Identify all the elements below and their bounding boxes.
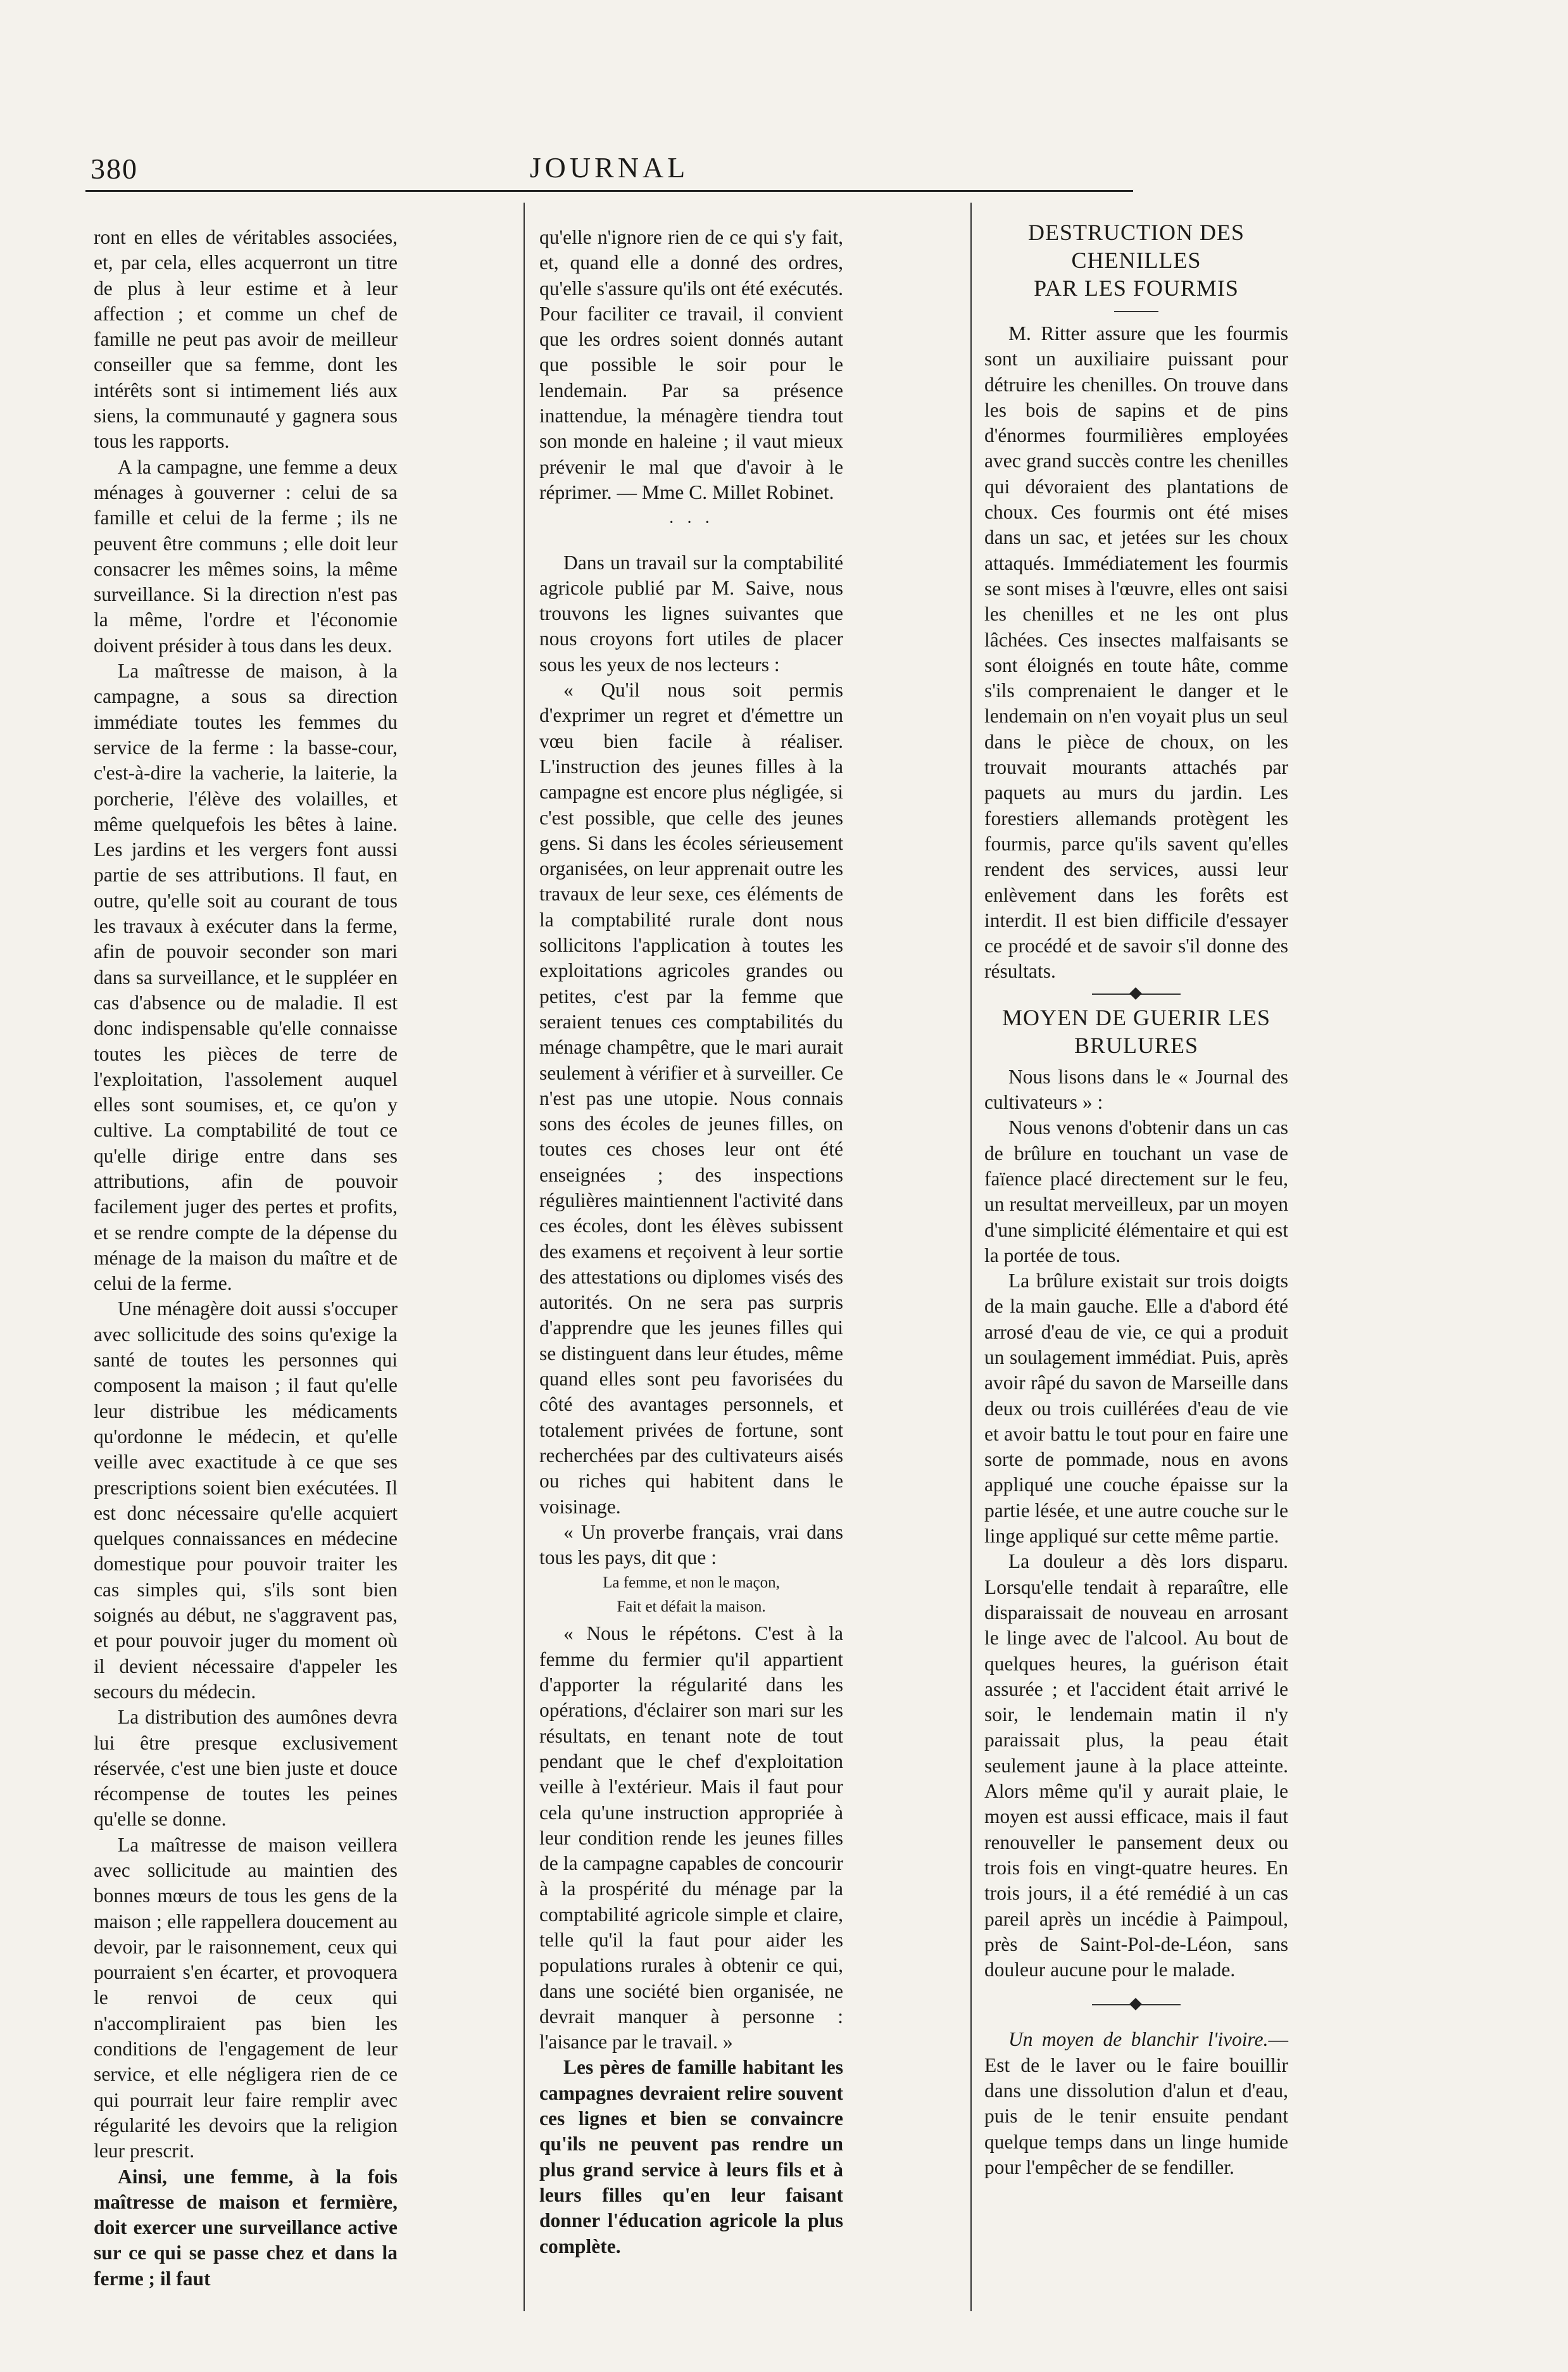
paragraph-heading: Un moyen de blanchir l'ivoire. <box>1008 2028 1269 2051</box>
paragraph: Ainsi, une femme, à la fois maîtresse de maison et fermière, doit exercer une surveillance active sur ce qui se passe chez et dans la ferme ; il faut <box>94 2165 398 2290</box>
column-1 <box>94 225 398 2292</box>
paragraph: Dans un travail sur la comptabilité agricole publié par M. Saive, nous trouvons les lignes suivantes que nous croyons fort utiles de placer sous les yeux de nos lecteurs : <box>539 551 843 676</box>
page-number: 380 <box>91 153 138 185</box>
paragraph: La maîtresse de maison veillera avec sollicitude au maintien des bonnes mœurs de tous les gens de la maison ; elle rappellera doucement au devoir, par le raisonnement, ceux qui pourraient s'en écarter, et provoquera le renvoi de ceux qui n'accompliraient pas bien les conditions de l'engagement de leur service, et elle négligera rien de ce qui pourrait leur faire remplir avec régularité les devoirs que la religion leur prescrit. <box>94 1833 398 2162</box>
paragraph: « Un proverbe français, vrai dans tous les pays, dit que : <box>539 1520 843 1569</box>
paragraph: Les pères de famille habitant les campagnes devraient relire souvent ces lignes et bien se convaincre qu'ils ne peuvent pas rendre un plus grand service à leurs fils et à leurs filles qu'en leur faisant donner l'éducation agricole la plus complète. <box>539 2056 843 2257</box>
proverb-line: Fait et défait la maison. <box>617 1598 766 1616</box>
paragraph: A la campagne, une femme a deux ménages à gouverner : celui de sa famille et celui de la ferme ; ils ne peuvent être communs ; elle doit leur consacrer les mêmes soins, la même surveillance. Si la direction n'est pas la même, l'ordre et l'économie doivent présider à tous dans les deux. <box>94 455 398 657</box>
section-title <box>984 218 1288 302</box>
paragraph: « Nous le répétons. C'est à la femme du fermier qu'il appartient d'apporter la régularité dans les opérations, d'éclairer son mari sur les résultats, en tenant note de tout pendant que le chef d'exploitation veille à l'extérieur. Mais il faut pour cela qu'une instruction appropriée à leur condition rende les jeunes filles de la campagne capables de concourir à la prospérité du ménage par la comptabilité agricole simple et claire, telle qu'il la faut pour aider les populations rurales à obtenir ce qui, dans une société bien organisée, ne devrait manquer à personne : l'aisance par le travail. » <box>539 1622 843 2053</box>
paragraph: M. Ritter assure que les fourmis sont un auxiliaire puissant pour détruire les chenilles. On trouve dans les bois de sapins et de pins d'énormes fourmilières employées avec grand succès contre les chenilles qui dévoraient des plantations de choux. Ces fourmis ont été mises dans un sac, et jetées sur les choux attaqués. Immédiatement les fourmis se sont mises à l'œuvre, elles ont saisi les chenilles et ne les ont plus lâchées. Ces insectes malfaisants se sont éloignés en toute hâte, comme s'ils comprenaient le danger et le lendemain on n'en voyait plus un seul dans le pièce de choux, on les trouvait mourants attachés par paquets au murs du jardin. Les forestiers allemands protègent les fourmis, parce qu'ils savent qu'elles rendent des services, aussi leur enlèvement dans les forêts est interdit. Il est bien difficile d'essayer ce procédé et de savoir s'il donne des résultats. <box>984 322 1288 983</box>
section-separator <box>1092 2004 1181 2005</box>
paragraph: La douleur a dès lors disparu. Lorsqu'elle tendait à reparaître, elle disparaissait de nouveau en arrosant le linge avec de l'alcool. Au bout de quelques heures, la guérison était assurée ; et l'accident était arrivé le soir, le lendemain matin il n'y paraissait plus, la peau était seulement jaune à la place atteinte. Alors même qu'il y aurait plaie, le moyen est aussi efficace, mais il faut renouveller le pansement deux ou trois fois en vingt-quatre heures. En trois jours, il a été remédié à un cas pareil après un incédie à Paimpoul, près de Saint-Pol-de-Léon, sans douleur aucune pour le malade. <box>984 1550 1288 1981</box>
running-title: JOURNAL <box>529 151 689 184</box>
page-header <box>85 147 1133 185</box>
section-title-line: MOYEN DE GUERIR LES <box>1002 1004 1270 1030</box>
header-rule <box>85 190 1133 192</box>
paragraph-text: — Est de le laver ou le faire bouillir dans une dissolution d'alun et d'eau, puis de le tenir ensuite pendant quelque temps dans un linge humide pour l'empêcher de se fendiller. <box>984 2028 1288 2178</box>
section-title <box>984 1004 1288 1059</box>
section-title-line: PAR LES FOURMIS <box>1034 275 1239 301</box>
column-2 <box>539 225 843 2259</box>
paragraph: Nous venons d'obtenir dans un cas de brûlure en touchant un vase de faïence placé directement sur le feu, un resultat merveilleux, par un moyen d'une simplicité élémentaire et qui est la portée de tous. <box>984 1116 1288 1266</box>
paragraph <box>984 2027 1288 2180</box>
proverb-line: La femme, et non le maçon, <box>603 1574 780 1592</box>
section-title-line: DESTRUCTION DES CHENILLES <box>1027 220 1245 273</box>
paragraph: ront en elles de véritables associées, et, par cela, elles acquerront un titre de plus à leur estime et à leur affection ; et comme un chef de famille ne peut pas avoir de meilleur conseiller que sa femme, dont les intérêts sont si intimement liés aux siens, la communauté y gagnera sous tous les rapports. <box>94 226 398 453</box>
paragraph: qu'elle n'ignore rien de ce qui s'y fait, et, quand elle a donné des ordres, qu'elle s'assure qu'ils ont été exécutés. Pour faciliter ce travail, il convient que les ordres soient donnés autant que possible le soir pour le lendemain. Par sa présence inattendue, la ménagère tiendra tout son monde en haleine ; il vaut mieux prévenir le mal que d'avoir à le réprimer. — Mme C. Millet Robinet. <box>539 226 843 503</box>
paragraph: La distribution des aumônes devra lui être presque exclusivement réservée, c'est une bien juste et douce récompense de toutes les peines qu'elle se donne. <box>94 1706 398 1831</box>
paragraph: La brûlure existait sur trois doigts de la main gauche. Elle a d'abord été arrosé d'eau de vie, ce qui a produit un soulagement immédiat. Puis, après avoir râpé du savon de Marseille dans deux ou trois cuillérées d'eau de vie et avoir battu le tout pour en faire une sorte de pommade, nous en avons appliqué une couche épaisse sur la partie lésée, et une autre couche sur le linge appliqué sur cette même partie. <box>984 1270 1288 1548</box>
section-separator: · · · <box>668 513 714 533</box>
paragraph: « Qu'il nous soit permis d'exprimer un regret et d'émettre un vœu bien facile à réaliser. L'instruction des jeunes filles à la campagne est encore plus négligée, si c'est possible, que celle des jeunes gens. Si dans les écoles sérieusement organisées, on leur apprenait outre les travaux de leur sexe, ces éléments de la comptabilité rurale dont nous sollicitons l'application à toutes les exploitations agricoles grandes ou petites, c'est par la femme que seraient tenues ces comptabilités du ménage champêtre, que le mari aurait seulement à vérifier et à surveiller. Ce n'est pas une utopie. Nous connais sons des écoles de jeunes filles, on toutes ces choses leur ont été enseignées ; des inspections régulières maintiennent l'activité dans ces écoles, dont les élèves subissent des examens et reçoivent à leur sortie des attestations ou diplomes visés des autorités. On ne sera pas surpris d'apprendre que les jeunes filles qui se distinguent dans leur études, même quand elles sont peu favorisées du côté des avantages personnels, et totalement privées de fortune, sont recherchées par des cultivateurs aisés ou riches qui habitent dans le voisinage. <box>539 679 843 1518</box>
section-separator <box>1092 994 1181 995</box>
column-divider <box>970 203 972 2311</box>
paragraph: Une ménagère doit aussi s'occuper avec sollicitude des soins qu'exige la santé de toutes les personnes qui composent la maison ; il faut qu'elle leur distribue les médicaments qu'ordonne le médecin, et qu'elle veille avec exactitude à ce que ses prescriptions soient bien exécutées. Il est donc nécessaire qu'elle acquiert quelques connaissances en médecine domestique pour pouvoir traiter les cas simples qui, s'ils sont bien soignés au début, ne s'aggravent pas, et pour pouvoir juger du moment où il devient nécessaire d'appeler les secours du médecin. <box>94 1297 398 1703</box>
paragraph: Nous lisons dans le « Journal des cultivateurs » : <box>984 1065 1288 1114</box>
title-rule <box>1114 311 1158 312</box>
column-divider <box>524 203 525 2311</box>
section-title-line: BRULURES <box>1074 1032 1199 1058</box>
paragraph: La maîtresse de maison, à la campagne, a sous sa direction immédiate toutes les femmes du service de la ferme : la basse-cour, c'est-à-dire la vacherie, la laiterie, la porcherie, l'élève des volailles, et même quelquefois les bêtes à laine. Les jardins et les vergers font aussi partie de ses attributions. Il faut, en outre, qu'elle soit au courant de tous les travaux à exécuter dans la ferme, afin de pouvoir seconder son mari dans sa surveillance, et le suppléer en cas d'absence ou de maladie. Il est donc indispensable qu'elle connaisse toutes les pièces de terre de l'exploitation, l'assolement auquel elles sont soumises, et, ce qu'on y cultive. La comptabilité de tout ce qu'elle dirige entre dans ses attributions, afin de pouvoir facilement juger des pertes et profits, et se rendre compte de la dépense du ménage de la maison du maître et de celui de la ferme. <box>94 660 398 1295</box>
column-3 <box>984 218 1288 2180</box>
